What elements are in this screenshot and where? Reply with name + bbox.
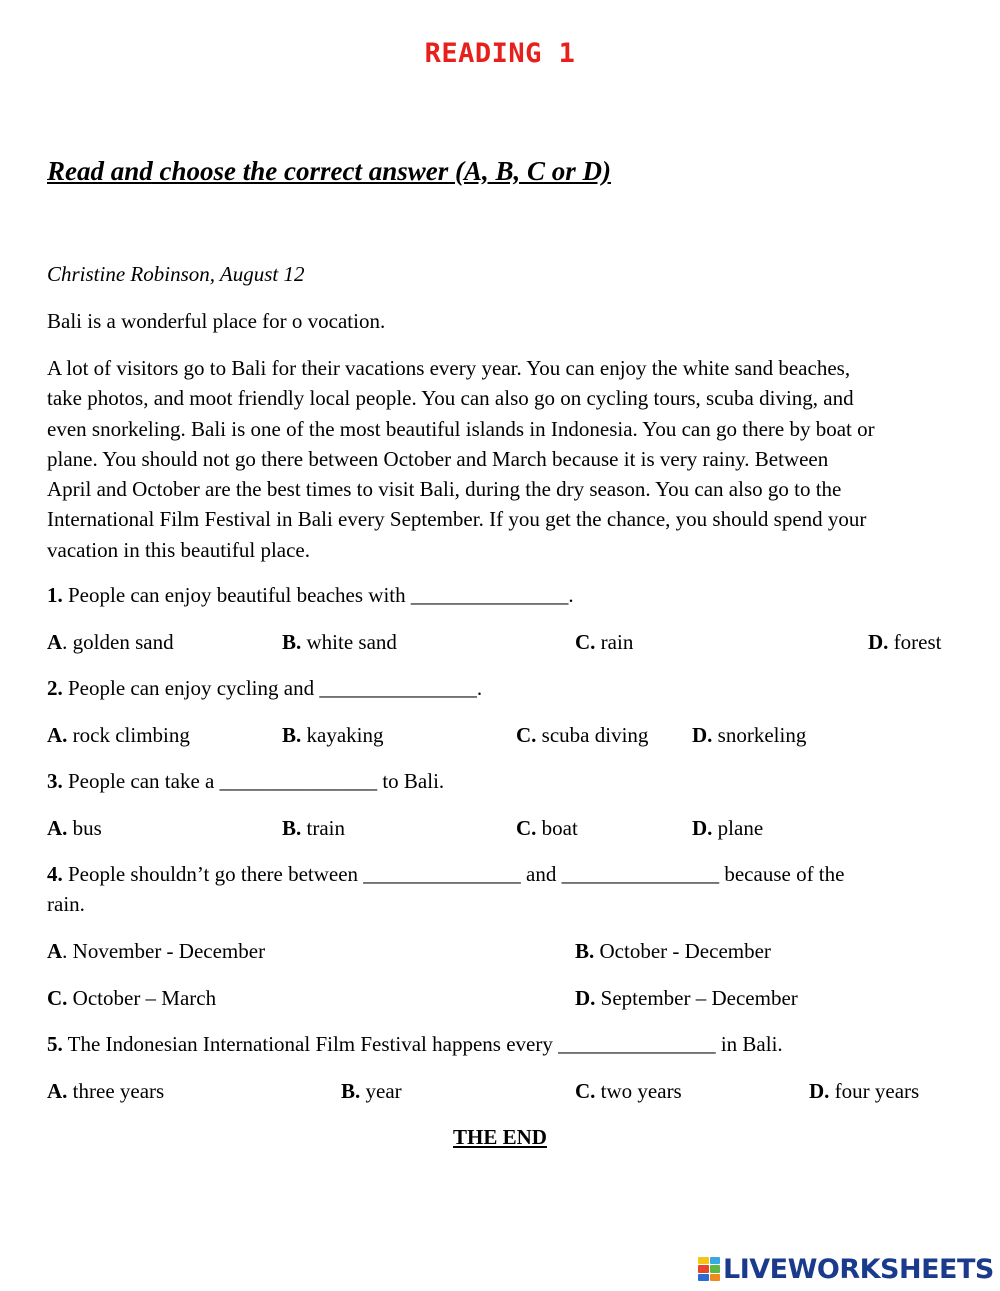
option-text: golden sand (72, 630, 174, 654)
q4-option-a[interactable] (47, 939, 265, 964)
q2-option-b[interactable] (282, 723, 384, 748)
q3-option-a[interactable] (47, 816, 102, 841)
option-text: white sand (306, 630, 397, 654)
question-number: 2. (47, 676, 63, 700)
q5-option-a[interactable] (47, 1079, 164, 1104)
liveworksheets-logo (698, 1253, 994, 1285)
question-text: People can enjoy beautiful beaches with _______________. (68, 583, 574, 607)
q4-option-d[interactable] (575, 986, 798, 1011)
logo-cell (710, 1265, 721, 1272)
option-text: two years (600, 1079, 682, 1103)
question-5 (47, 1032, 783, 1057)
option-letter: D. (868, 630, 889, 654)
question-text: People can take a _______________ to Bali. (68, 769, 445, 793)
q3-option-d[interactable] (692, 816, 763, 841)
option-separator: . (62, 939, 73, 963)
option-text: September – December (600, 986, 798, 1010)
option-text: rock climbing (72, 723, 190, 747)
option-letter: C. (575, 630, 596, 654)
question-text: People can enjoy cycling and _______________. (68, 676, 483, 700)
option-text: three years (72, 1079, 165, 1103)
option-text: kayaking (306, 723, 384, 747)
option-letter: D. (692, 816, 713, 840)
option-text: rain (600, 630, 634, 654)
passage-line: plane. You should not go there between October and March because it is very rainy. Between (47, 446, 829, 471)
logo-cell (698, 1257, 709, 1264)
question-text: The Indonesian International Film Festival happens every _______________ in Bali. (62, 1032, 783, 1056)
byline: Christine Robinson, August 12 (47, 262, 305, 286)
logo-cell (698, 1274, 709, 1281)
option-text: October – March (72, 986, 217, 1010)
passage-line: International Film Festival in Bali every September. If you get the chance, you should spend your (47, 507, 867, 532)
q3-option-c[interactable] (516, 816, 578, 841)
option-letter: A. (47, 723, 68, 747)
option-letter: D. (809, 1079, 830, 1103)
question-number: 4. (47, 862, 63, 886)
passage-line: even snorkeling. Bali is one of the most beautiful islands in Indonesia. You can go there by boat or (47, 416, 875, 441)
option-text: scuba diving (541, 723, 649, 747)
option-letter: C. (575, 1079, 596, 1103)
logo-cell (698, 1265, 709, 1272)
page-title: READING 1 (424, 38, 576, 69)
q5-option-c[interactable] (575, 1079, 682, 1104)
option-letter: C. (516, 723, 537, 747)
question-4-continued: rain. (47, 892, 85, 916)
option-separator: . (62, 630, 73, 654)
q4-option-c[interactable] (47, 986, 216, 1011)
option-text: train (306, 816, 345, 840)
option-letter: A (47, 939, 63, 963)
q1-option-c[interactable] (575, 630, 633, 655)
option-letter: A (47, 630, 63, 654)
option-letter: A. (47, 816, 68, 840)
q2-option-d[interactable] (692, 723, 806, 748)
question-number: 3. (47, 769, 63, 793)
option-letter: D. (575, 986, 596, 1010)
option-text: boat (541, 816, 578, 840)
question-number: 1. (47, 583, 63, 607)
option-letter: B. (341, 1079, 361, 1103)
option-letter: A. (47, 1079, 68, 1103)
q2-option-a[interactable] (47, 723, 190, 748)
logo-cell (710, 1274, 721, 1281)
option-text: bus (72, 816, 102, 840)
option-text: snorkeling (717, 723, 807, 747)
intro-sentence: Bali is a wonderful place for o vocation. (47, 309, 386, 333)
option-text: plane (717, 816, 764, 840)
option-text: November - December (72, 939, 266, 963)
passage-line: A lot of visitors go to Bali for their vacations every year. You can enjoy the white sand beaches, (47, 356, 851, 380)
option-letter: D. (692, 723, 713, 747)
q1-option-b[interactable] (282, 630, 397, 655)
q1-option-d[interactable] (868, 630, 942, 655)
question-3 (47, 769, 444, 794)
logo-cell (710, 1257, 721, 1264)
reading-passage (47, 353, 959, 565)
question-text: People shouldn’t go there between _______________ and _______________ because of the (68, 862, 845, 886)
passage-line: vacation in this beautiful place. (47, 537, 310, 562)
option-letter: C. (516, 816, 537, 840)
question-2 (47, 676, 482, 701)
q3-option-b[interactable] (282, 816, 345, 841)
option-letter: B. (282, 723, 302, 747)
option-letter: C. (47, 986, 68, 1010)
question-number: 5. (47, 1032, 63, 1056)
q5-option-d[interactable] (809, 1079, 919, 1104)
option-letter: B. (575, 939, 595, 963)
option-text: four years (834, 1079, 920, 1103)
option-text: October - December (599, 939, 771, 963)
q4-option-b[interactable] (575, 939, 771, 964)
passage-line: April and October are the best times to visit Bali, during the dry season. You can also go to the (47, 477, 842, 502)
the-end-label: THE END (453, 1125, 547, 1149)
option-text: forest (893, 630, 942, 654)
question-4 (47, 862, 844, 887)
option-letter: B. (282, 630, 302, 654)
logo-grid-icon (698, 1257, 720, 1281)
instruction-heading: Read and choose the correct answer (A, B, C or D) (47, 156, 612, 186)
logo-wordmark: LIVEWORKSHEETS (723, 1253, 994, 1285)
option-text: year (365, 1079, 402, 1103)
q2-option-c[interactable] (516, 723, 648, 748)
q5-option-b[interactable] (341, 1079, 402, 1104)
passage-line: take photos, and moot friendly local people. You can also go on cycling tours, scuba diving, and (47, 386, 854, 411)
option-letter: B. (282, 816, 302, 840)
question-1 (47, 583, 574, 608)
q1-option-a[interactable] (47, 630, 174, 655)
